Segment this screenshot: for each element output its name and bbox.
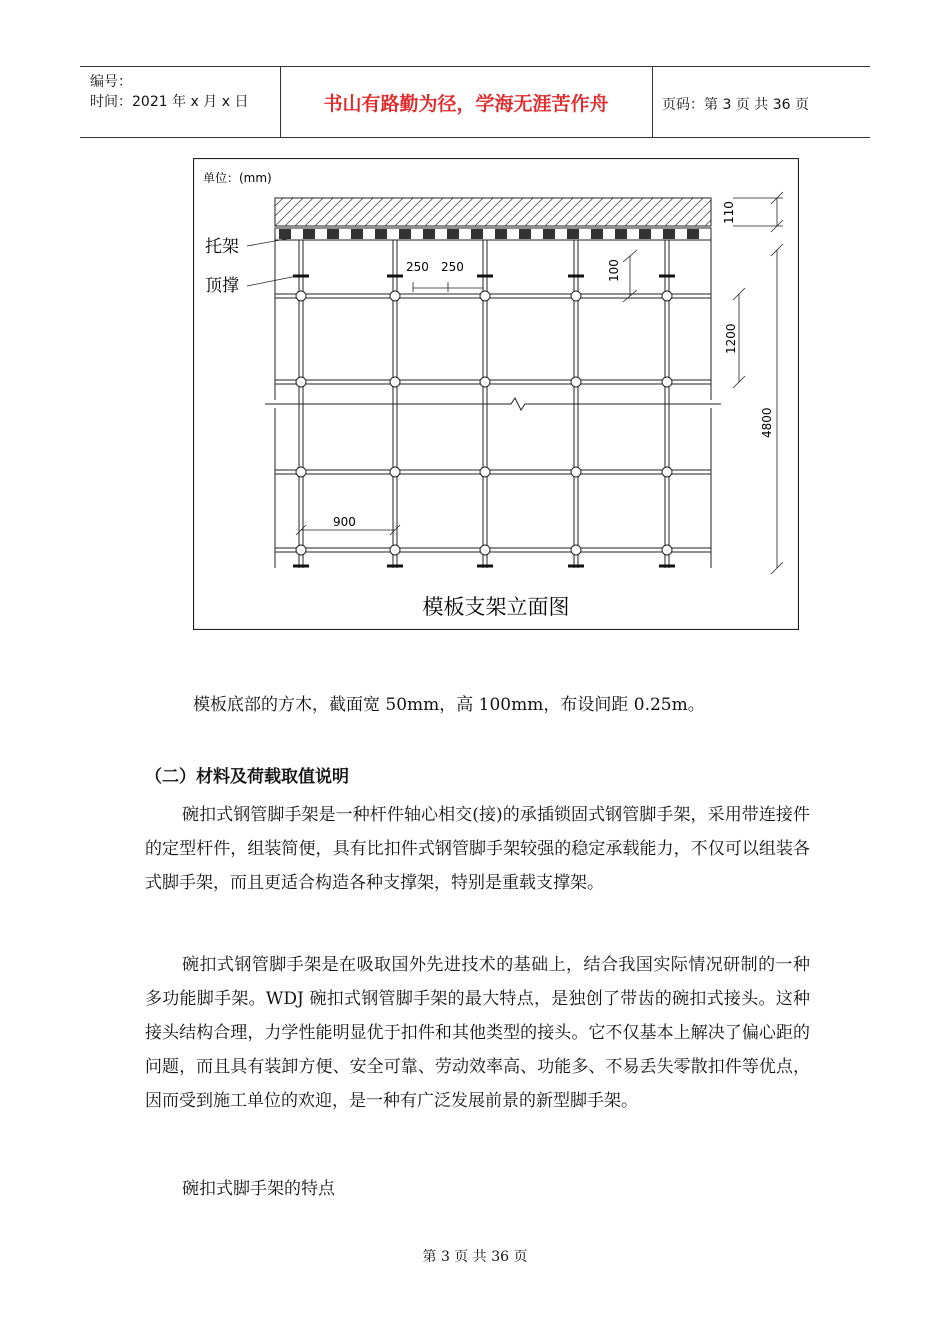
- paragraph-3: 碗扣式脚手架的特点: [182, 1179, 335, 1199]
- formwork-elevation-figure: [193, 158, 799, 630]
- dim-110-text: 110: [722, 201, 736, 224]
- page-header: [80, 66, 870, 138]
- dim-900-text: 900: [333, 515, 356, 529]
- timber-battens: [275, 228, 711, 240]
- dim-250-right: 250: [441, 260, 464, 274]
- timber-spec-line: 模板底部的方木，截面宽 50mm，高 100mm，布设间距 0.25m。: [193, 695, 705, 715]
- header-motto: 书山有路勤为径，学海无涯苦作舟: [280, 67, 653, 137]
- section-heading: （二）材料及荷载取值说明: [145, 767, 349, 787]
- concrete-slab: [275, 198, 711, 226]
- unit-label: 单位：(mm): [203, 171, 272, 185]
- figure-caption: 模板支架立面图: [422, 595, 570, 619]
- header-meta-cell: [80, 67, 281, 137]
- paragraph-1: 碗扣式钢管脚手架是一种杆件轴心相交(接)的承插锁固式钢管脚手架，采用带连接件的定型杆件，组装简便，具有比扣件式钢管脚手架较强的稳定承载能力，不仅可以组装各式脚手架，而且更适合构造各种支撑架，特别是重载支撑架。: [145, 805, 810, 893]
- dim-250-left: 250: [406, 260, 429, 274]
- paragraph-2: 碗扣式钢管脚手架是在吸取国外先进技术的基础上，结合我国实际情况研制的一种多功能脚手架。WDJ 碗扣式钢管脚手架的最大特点，是独创了带齿的碗扣式接头。这种接头结构合理，力学性能明显优于扣件和其他类型的接头。它不仅基本上解决了偏心距的问题，而且具有装卸方便、安全可靠、劳动效率高、功能多、不易丢失零散扣件等优点，因而受到施工单位的欢迎，是一种有广泛发展前景的新型脚手架。: [145, 955, 810, 1111]
- dim-100-text: 100: [607, 259, 621, 282]
- page-footer: 第 3 页 共 36 页: [422, 1249, 528, 1265]
- doc-date-label: 时间：2021 年 x 月 x 日: [90, 94, 249, 110]
- header-page-label: 页码：第 3 页 共 36 页: [662, 97, 809, 113]
- dim-4800-text: 4800: [760, 407, 774, 438]
- bracket-label: 托架: [205, 237, 239, 257]
- prop-label: 顶撑: [205, 276, 239, 296]
- dim-1200-text: 1200: [724, 323, 738, 354]
- doc-number-label: 编号：: [90, 74, 132, 90]
